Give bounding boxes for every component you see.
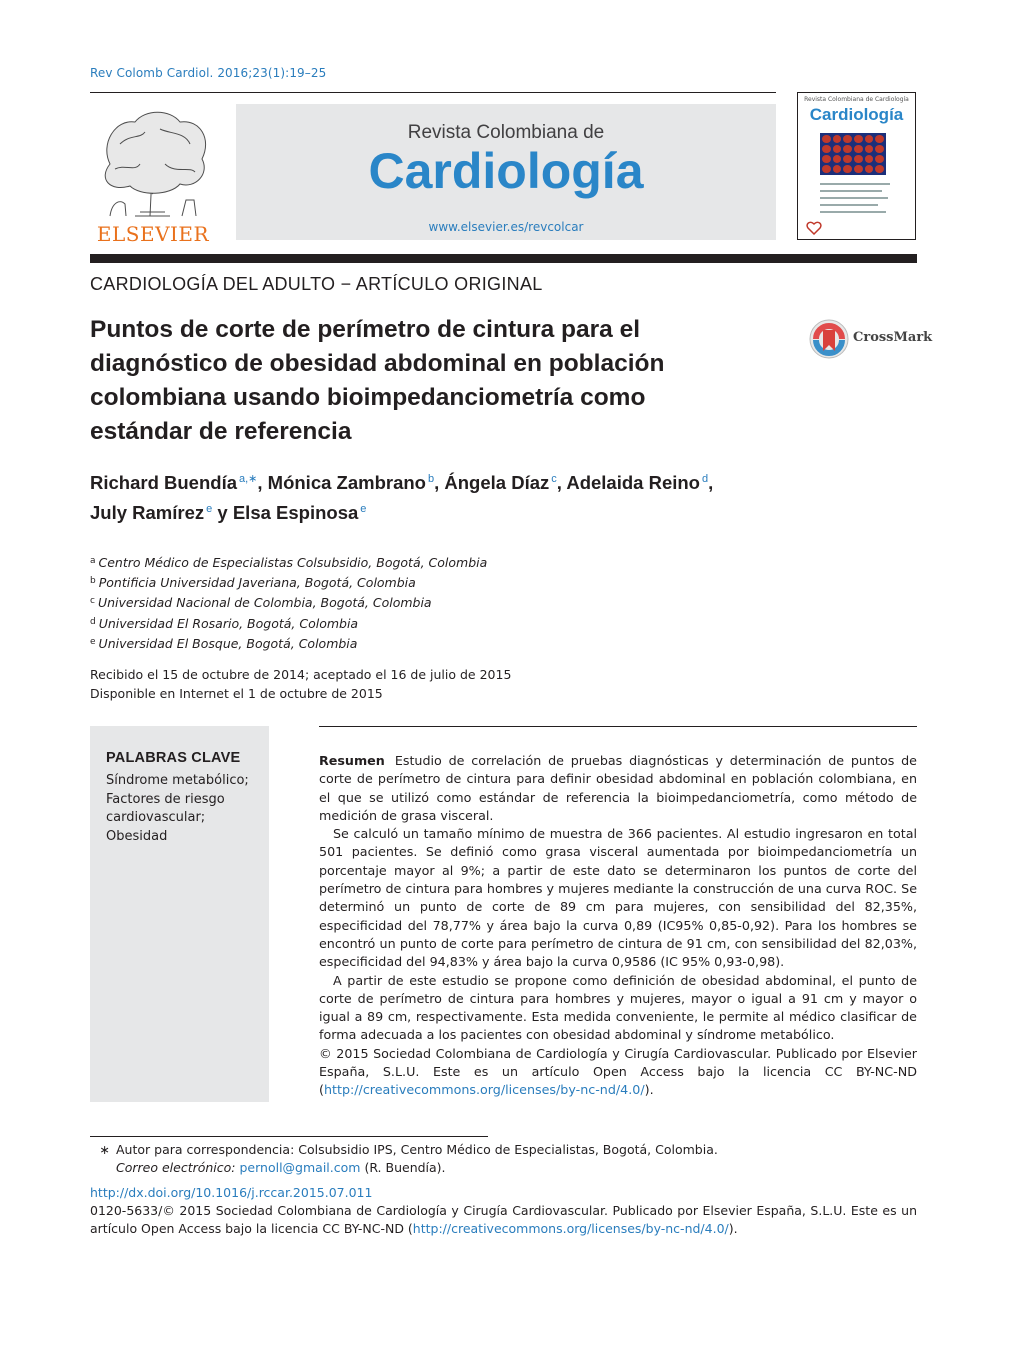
journal-masthead bbox=[236, 104, 776, 240]
crossmark-icon bbox=[808, 318, 850, 360]
article-title: Puntos de corte de perímetro de cintura para el diagnóstico de obesidad abdominal en población colombiana usando bioimpedanciometría como estándar de referencia bbox=[90, 316, 665, 445]
correspondence-text: Autor para correspondencia: Colsubsidio IPS, Centro Médico de Especialistas, Bogotá, Colombia. bbox=[116, 1142, 718, 1157]
elsevier-logo bbox=[90, 104, 216, 246]
author-separator: y bbox=[212, 502, 233, 523]
cover-text-line bbox=[820, 204, 878, 206]
article-section: CARDIOLOGÍA DEL ADULTO − ARTÍCULO ORIGINAL bbox=[90, 274, 543, 294]
abstract-divider bbox=[319, 726, 917, 727]
keyword-item: Factores de riesgo bbox=[106, 791, 225, 807]
affiliation-text: Universidad Nacional de Colombia, Bogotá, Colombia bbox=[97, 595, 432, 611]
journal-url[interactable]: www.elsevier.es/revcolcar bbox=[428, 220, 584, 234]
author-affiliation-marker[interactable]: d bbox=[701, 473, 709, 485]
copyright-text: © 2015 Sociedad Colombiana de Cardiología y Cirugía Cardiovascular. Publicado por Elsevier España, S.L.U. Este es un artículo Open Access bajo la licencia CC BY-NC-ND ( bbox=[319, 1045, 917, 1098]
author-separator: , bbox=[257, 472, 268, 493]
author-name: Elsa Espinosa bbox=[232, 502, 359, 523]
author-name: Richard Buendía bbox=[90, 472, 237, 493]
cover-text-line bbox=[820, 211, 886, 213]
journal-cover-thumbnail bbox=[797, 92, 916, 240]
license-url-link[interactable]: http://creativecommons.org/licenses/by-nc-nd/4.0/ bbox=[412, 1220, 729, 1236]
author-separator: , bbox=[708, 472, 714, 493]
affiliation-key: b bbox=[90, 576, 96, 587]
license-link[interactable]: http://creativecommons.org/licenses/by-nc-nd/4.0/ bbox=[323, 1082, 645, 1098]
author-separator: , bbox=[434, 472, 445, 493]
header-thick-divider bbox=[90, 254, 917, 263]
email-suffix: (R. Buendía). bbox=[364, 1159, 446, 1175]
license-text: 0120-5633/© 2015 Sociedad Colombiana de Cardiología y Cirugía Cardiovascular. Publicado por Elsevier España, S.L.U. Este es un artículo Open Access bajo la licencia CC BY-NC-ND ( bbox=[90, 1203, 917, 1236]
abstract-paragraph: A partir de este estudio se propone como definición de obesidad abdominal, el punto de corte de perímetro de cintura para hombres y mujeres, mayor o igual a 91 cm y mayor o igual a 89 cm, respectivamente. Esta medida conveniente, le permite al médico clasificar de forma adecuada a los pacientes con obesidad abdominal y síndrome metabólico. bbox=[319, 972, 917, 1043]
footnote-divider bbox=[90, 1136, 488, 1137]
keywords-heading: PALABRAS CLAVE bbox=[106, 750, 241, 766]
crossmark-label: CrossMark bbox=[853, 330, 933, 345]
email-label: Correo electrónico: bbox=[116, 1159, 236, 1175]
affiliation-text: Pontificia Universidad Javeriana, Bogotá, Colombia bbox=[98, 575, 416, 591]
affiliation-key: e bbox=[90, 636, 96, 647]
email-line bbox=[90, 1159, 718, 1177]
author-affiliation-marker[interactable]: a,∗ bbox=[239, 473, 258, 485]
abstract bbox=[319, 752, 917, 1100]
doi-link[interactable]: http://dx.doi.org/10.1016/j.rccar.2015.07.011 bbox=[90, 1185, 373, 1200]
email-link[interactable]: pernoll@gmail.com bbox=[239, 1159, 361, 1175]
keywords-panel bbox=[90, 726, 269, 1102]
affiliation-key: d bbox=[90, 616, 96, 627]
affiliation-text: Universidad El Bosque, Bogotá, Colombia bbox=[98, 635, 358, 651]
author-name: Ángela Díaz bbox=[444, 472, 550, 493]
author-affiliation-marker[interactable]: e bbox=[206, 503, 213, 515]
available-date: Disponible en Internet el 1 de octubre de 2015 bbox=[90, 685, 383, 701]
abstract-text: Estudio de correlación de pruebas diagnósticas y determinación de puntos de corte de perímetro de cintura para definir obesidad abdominal en población colombiana, en el que se utilizó como estándar de referencia la bioimpedanciometría, como método de medición de grasa visceral. bbox=[319, 753, 917, 823]
article-dates bbox=[90, 666, 511, 703]
keywords-list bbox=[106, 772, 249, 846]
author-list bbox=[90, 466, 790, 526]
license-end: ). bbox=[728, 1220, 738, 1236]
abstract-copyright bbox=[319, 1045, 917, 1100]
journal-citation[interactable]: Rev Colomb Cardiol. 2016;23(1):19–25 bbox=[90, 66, 327, 80]
affiliation-key: a bbox=[90, 556, 96, 566]
copyright-end: ). bbox=[644, 1082, 654, 1098]
keyword-item: Síndrome metabólico; bbox=[106, 773, 249, 788]
keyword-item: Obesidad bbox=[106, 828, 168, 844]
affiliation-list bbox=[90, 552, 487, 653]
affiliation-item bbox=[90, 633, 487, 653]
cover-heart-icon bbox=[806, 221, 822, 235]
footnote bbox=[90, 1141, 718, 1176]
crossmark-button[interactable] bbox=[808, 318, 933, 360]
author-affiliation-marker[interactable]: b bbox=[427, 473, 435, 485]
author-affiliation-marker[interactable]: c bbox=[551, 473, 557, 485]
author-separator: , bbox=[556, 472, 567, 493]
affiliation-key: c bbox=[90, 596, 95, 607]
received-date: Recibido el 15 de octubre de 2014; aceptado el 16 de julio de 2015 bbox=[90, 667, 512, 682]
author-name: Mónica Zambrano bbox=[267, 472, 426, 493]
affiliation-item bbox=[90, 592, 487, 612]
affiliation-item bbox=[90, 572, 487, 592]
journal-title-sub: Revista Colombiana de bbox=[407, 122, 605, 143]
abstract-paragraph: Se calculó un tamaño mínimo de muestra de 366 pacientes. Al estudio ingresaron en total 501 pacientes. Se definió como grasa visceral aumentada por bioimpedanciometría un porcentaje mayor al 9%; a partir de este dato se determinaron los puntos de corte del perímetro de cintura para hombres y mujeres mediante la construcción de una curva ROC. Se determinó un punto de corte de 89 cm para mujeres, con sensibilidad del 82,35%, especificidad del 78,77% y área bajo la curva 0,89 (IC95% 0,85-0,92). Para los hombres se encontró un punto de corte para perímetro de cintura de 91 cm, con sensibilidad del 82,03%, especificidad del 94,83% y área bajo la curva 0,9586 (IC 95% 0,93-0,98). bbox=[319, 826, 917, 970]
footnote-star: ∗ bbox=[99, 1142, 110, 1157]
cover-title: Cardiología bbox=[809, 105, 904, 124]
author-name: July Ramírez bbox=[90, 502, 205, 523]
abstract-lead: Resumen bbox=[319, 753, 385, 768]
keyword-item: cardiovascular; bbox=[106, 810, 206, 825]
abstract-paragraph bbox=[319, 752, 917, 825]
cover-text-line bbox=[820, 190, 882, 192]
license-notice bbox=[90, 1202, 917, 1237]
cover-subtitle: Revista Colombiana de Cardiología bbox=[804, 96, 909, 103]
cover-text-line bbox=[820, 197, 888, 199]
header-divider bbox=[90, 92, 776, 93]
correspondence-line bbox=[90, 1141, 718, 1159]
affiliation-item bbox=[90, 552, 487, 572]
journal-title: Cardiología bbox=[368, 143, 644, 199]
cover-text-line bbox=[820, 183, 890, 185]
author-affiliation-marker[interactable]: e bbox=[360, 503, 367, 515]
elsevier-tree-icon bbox=[90, 104, 216, 220]
elsevier-wordmark: ELSEVIER bbox=[96, 222, 210, 246]
affiliation-text: Universidad El Rosario, Bogotá, Colombia bbox=[98, 615, 359, 631]
affiliation-item bbox=[90, 613, 487, 633]
cover-image bbox=[820, 133, 886, 175]
affiliation-text: Centro Médico de Especialistas Colsubsidio, Bogotá, Colombia bbox=[98, 555, 488, 570]
author-name: Adelaida Reino bbox=[566, 472, 700, 493]
